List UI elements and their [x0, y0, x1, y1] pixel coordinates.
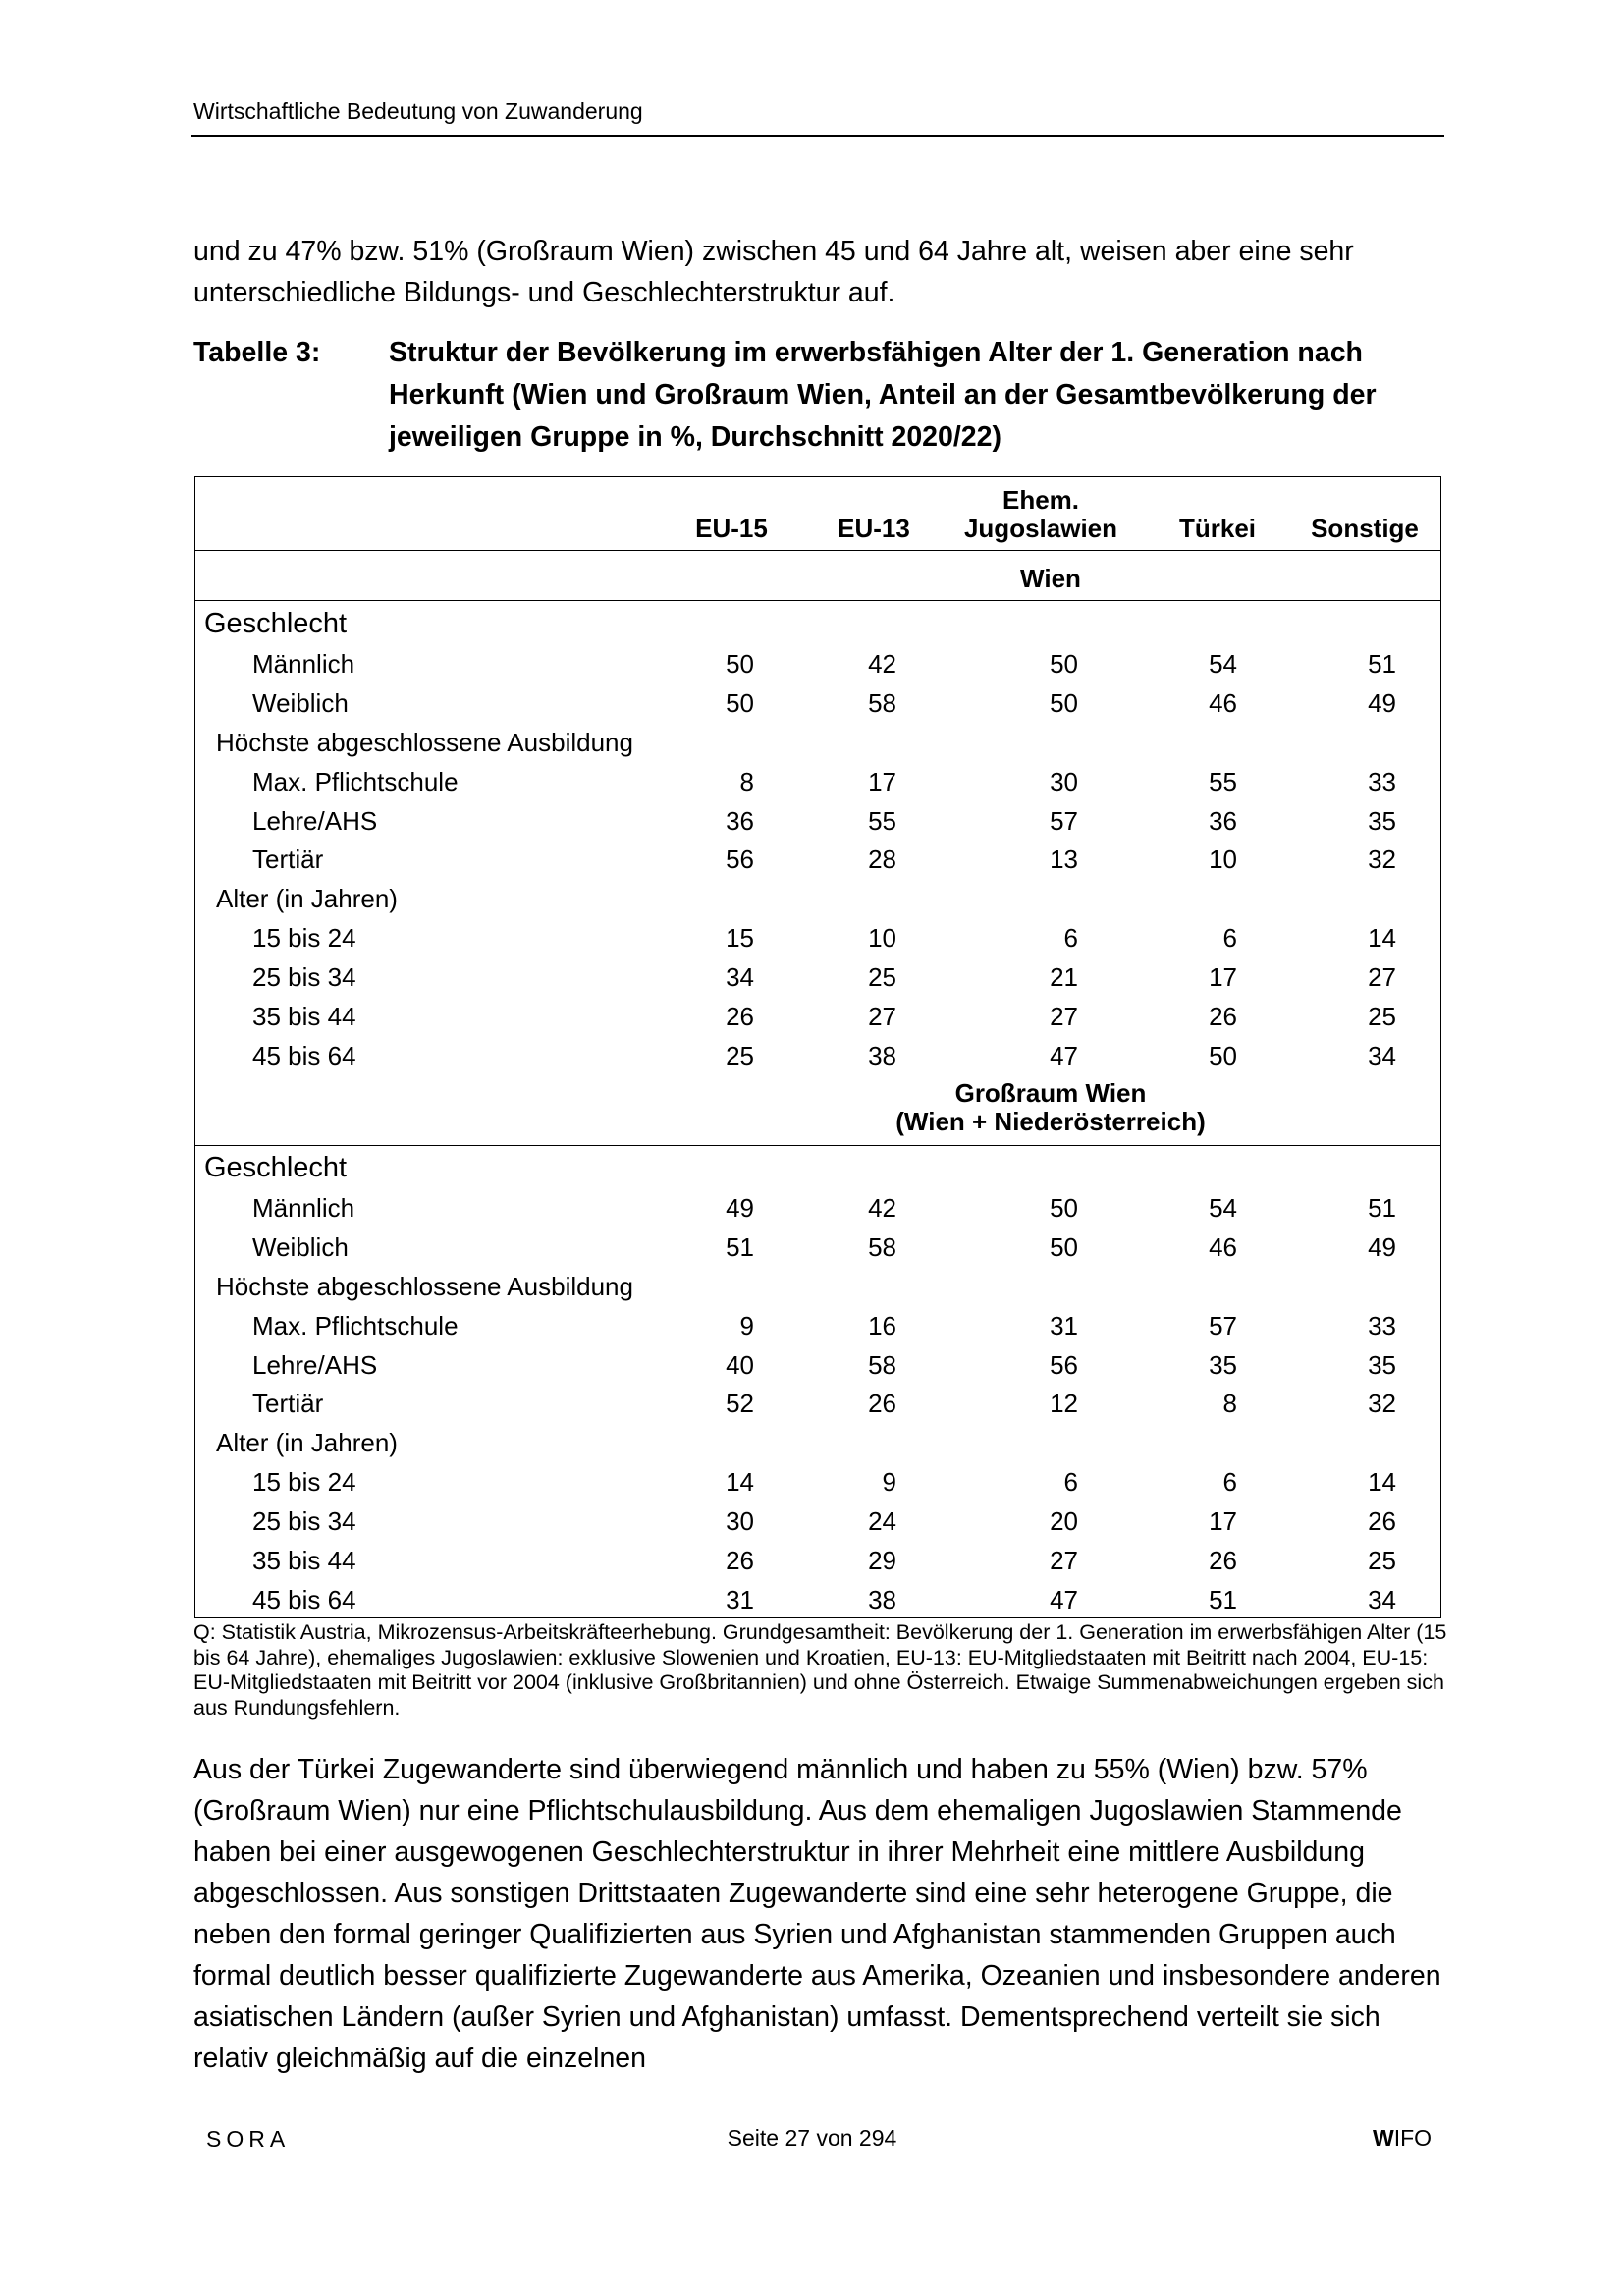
wien-cell-eu15: 26 [726, 1002, 754, 1031]
grossraum-row-label: 15 bis 24 [252, 1467, 356, 1498]
table-caption [193, 332, 1460, 459]
grossraum-cell-eu13: 9 [882, 1467, 896, 1498]
grossraum-cell-sonstige: 35 [1368, 1349, 1396, 1380]
grossraum-cell-eu15: 31 [726, 1584, 754, 1614]
grossraum-cell-tuerkei: 26 [1209, 1546, 1237, 1575]
grossraum-row-label: Weiblich [252, 1231, 349, 1262]
grossraum-row-label: 25 bis 34 [252, 1506, 356, 1537]
wifo-w: W [1373, 2125, 1394, 2151]
wien-cell-eu15: 34 [726, 962, 754, 993]
wien-row-label: Max. Pflichtschule [252, 766, 459, 796]
wien-cell-sonstige: 32 [1368, 845, 1396, 875]
col-header-jugoslawien: Jugoslawien [963, 514, 1118, 543]
page-number: Seite 27 von 294 [727, 2125, 897, 2151]
grossraum-cell-sonstige: 51 [1368, 1192, 1396, 1223]
wien-cell-eu13: 38 [868, 1040, 896, 1070]
grossraum-cell-eu13: 42 [868, 1192, 896, 1223]
grossraum-cell-tuerkei: 57 [1209, 1310, 1237, 1340]
grossraum-cell-sonstige: 33 [1368, 1310, 1396, 1340]
wien-cell-eu13: 25 [868, 962, 896, 993]
wien-row-label: 25 bis 34 [252, 962, 356, 993]
section-title-grossraum: Großraum Wien [954, 1078, 1147, 1108]
wien-row-label: 15 bis 24 [252, 923, 356, 954]
wien-group-label: Alter (in Jahren) [216, 884, 398, 914]
grossraum-cell-eu15: 51 [726, 1231, 754, 1262]
wien-row-label: Weiblich [252, 687, 349, 718]
footer-wifo-logo [1373, 2125, 1432, 2152]
grossraum-cell-eu13: 24 [868, 1506, 896, 1537]
wien-cell-jugoslawien: 57 [1050, 805, 1078, 836]
grossraum-row-label: Lehre/AHS [252, 1349, 378, 1380]
grossraum-cell-sonstige: 14 [1368, 1467, 1396, 1498]
wien-cell-jugoslawien: 13 [1050, 845, 1078, 875]
grossraum-cell-eu15: 26 [726, 1546, 754, 1575]
wien-cell-eu13: 10 [868, 923, 896, 954]
grossraum-cell-sonstige: 49 [1368, 1231, 1396, 1262]
wien-cell-tuerkei: 54 [1209, 648, 1237, 679]
grossraum-cell-eu13: 26 [868, 1389, 896, 1419]
wien-group-label: Höchste abgeschlossene Ausbildung [216, 727, 633, 757]
grossraum-cell-eu13: 29 [868, 1546, 896, 1575]
grossraum-cell-jugoslawien: 27 [1050, 1546, 1078, 1575]
wien-cell-tuerkei: 55 [1209, 766, 1237, 796]
grossraum-cell-tuerkei: 54 [1209, 1192, 1237, 1223]
grossraum-row-label: 35 bis 44 [252, 1546, 356, 1575]
grossraum-row-label: Tertiär [252, 1389, 324, 1419]
wien-row-label: Männlich [252, 648, 355, 679]
wien-cell-sonstige: 25 [1368, 1002, 1396, 1031]
col-header-tuerkei: Türkei [1178, 514, 1257, 543]
grossraum-cell-eu15: 9 [739, 1310, 754, 1340]
wien-cell-eu13: 28 [868, 845, 896, 875]
grossraum-cell-tuerkei: 8 [1222, 1389, 1237, 1419]
grossraum-cell-tuerkei: 46 [1209, 1231, 1237, 1262]
grossraum-cell-jugoslawien: 12 [1050, 1389, 1078, 1419]
wien-cell-eu13: 27 [868, 1002, 896, 1031]
wien-cell-eu13: 58 [868, 687, 896, 718]
wien-cell-jugoslawien: 47 [1050, 1040, 1078, 1070]
grossraum-cell-tuerkei: 17 [1209, 1506, 1237, 1537]
table-header-rule [194, 550, 1441, 551]
wien-cell-sonstige: 49 [1368, 687, 1396, 718]
grossraum-group-label: Geschlecht [204, 1152, 348, 1183]
table-source-note: Q: Statistik Austria, Mikrozensus-Arbeitskräfteerhebung. Grundgesamtheit: Bevölkerung der 1. Generation im erwerbsfähigen Alter (15 bis 64 Jahre), ehemaliges Jugoslawien: exklusive Slowenien und Kroatien, EU-13: EU-Mitgliedstaaten mit Beitritt nach 2004, EU-15: EU-Mitgliedstaaten mit Beitritt vor 2004 (inklusive Großbritannien) und ohne Österreich. Etwaige Summenabweichungen ergeben sich aus Rundungsfehlern. [193, 1620, 1447, 1720]
wien-cell-sonstige: 33 [1368, 766, 1396, 796]
grossraum-cell-eu13: 38 [868, 1584, 896, 1614]
wien-cell-eu13: 17 [868, 766, 896, 796]
wien-cell-eu15: 8 [739, 766, 754, 796]
grossraum-cell-eu15: 14 [726, 1467, 754, 1498]
col-header-eu13: EU-13 [838, 514, 910, 543]
grossraum-row-label: Männlich [252, 1192, 355, 1223]
intro-paragraph: und zu 47% bzw. 51% (Großraum Wien) zwischen 45 und 64 Jahre alt, weisen aber eine sehr unterschiedliche Bildungs- und Geschlechterstruktur auf. [193, 236, 1354, 308]
wien-cell-eu15: 50 [726, 687, 754, 718]
wien-cell-jugoslawien: 6 [1063, 923, 1078, 954]
wien-cell-jugoslawien: 27 [1050, 1002, 1078, 1031]
col-header-sonstige: Sonstige [1311, 514, 1419, 543]
grossraum-cell-jugoslawien: 20 [1050, 1506, 1078, 1537]
section-title-wien: Wien [1020, 564, 1081, 593]
footer-sora-logo: SORA [206, 2126, 291, 2152]
grossraum-cell-eu13: 16 [868, 1310, 896, 1340]
header-rule [191, 135, 1444, 137]
grossraum-cell-eu13: 58 [868, 1349, 896, 1380]
grossraum-cell-jugoslawien: 56 [1050, 1349, 1078, 1380]
wien-cell-eu15: 25 [726, 1040, 754, 1070]
grossraum-cell-jugoslawien: 6 [1063, 1467, 1078, 1498]
grossraum-cell-tuerkei: 51 [1209, 1584, 1237, 1614]
grossraum-row-label: 45 bis 64 [252, 1584, 356, 1614]
wien-cell-tuerkei: 10 [1209, 845, 1237, 875]
wien-cell-tuerkei: 36 [1209, 805, 1237, 836]
grossraum-cell-eu15: 40 [726, 1349, 754, 1380]
wien-cell-jugoslawien: 21 [1050, 962, 1078, 993]
grossraum-cell-jugoslawien: 31 [1050, 1310, 1078, 1340]
grossraum-cell-eu15: 30 [726, 1506, 754, 1537]
grossraum-cell-jugoslawien: 50 [1050, 1192, 1078, 1223]
table-caption-text: Struktur der Bevölkerung im erwerbsfähigen Alter der 1. Generation nach Herkunft (Wien und Großraum Wien, Anteil an der Gesamtbevölkerung der jeweiligen Gruppe in %, Durchschnitt 2020/22) [389, 337, 1377, 453]
wien-cell-tuerkei: 26 [1209, 1002, 1237, 1031]
wien-cell-jugoslawien: 30 [1050, 766, 1078, 796]
wien-cell-eu13: 55 [868, 805, 896, 836]
wien-row-label: 45 bis 64 [252, 1040, 356, 1070]
wien-cell-eu13: 42 [868, 648, 896, 679]
wien-cell-eu15: 15 [726, 923, 754, 954]
table-section-rule-wien [194, 600, 1441, 601]
wien-cell-eu15: 36 [726, 805, 754, 836]
wifo-bar: I [1393, 2125, 1401, 2151]
wien-cell-eu15: 50 [726, 648, 754, 679]
table-caption-label: Tabelle 3: [193, 337, 321, 368]
body-paragraph: Aus der Türkei Zugewanderte sind überwiegend männlich und haben zu 55% (Wien) bzw. 57% (Großraum Wien) nur eine Pflichtschulausbildung. Aus dem ehemaligen Jugoslawien Stammende haben bei einer ausgewogenen Geschlechterstruktur in ihrer Mehrheit eine mittlere Ausbildung abgeschlossen. Aus sonstigen Drittstaaten Zugewanderte sind eine sehr heterogene Gruppe, die neben den formal geringer Qualifizierten aus Syrien und Afghanistan stammenden Gruppen auch formal deutlich besser qualifizierte Zugewanderte aus Amerika, Ozeanien und insbesondere anderen asiatischen Ländern (außer Syrien und Afghanistan) umfasst. Dementsprechend verteilt sie sich relativ gleichmäßig auf die einzelnen [193, 1754, 1441, 2074]
col-header-eu15: EU-15 [695, 514, 768, 543]
wien-cell-jugoslawien: 50 [1050, 687, 1078, 718]
wien-cell-tuerkei: 46 [1209, 687, 1237, 718]
grossraum-cell-eu15: 49 [726, 1192, 754, 1223]
wien-cell-sonstige: 51 [1368, 648, 1396, 679]
wien-row-label: 35 bis 44 [252, 1002, 356, 1031]
wien-cell-jugoslawien: 50 [1050, 648, 1078, 679]
grossraum-cell-tuerkei: 35 [1209, 1349, 1237, 1380]
wifo-fo: FO [1400, 2125, 1433, 2151]
wien-cell-tuerkei: 50 [1209, 1040, 1237, 1070]
wien-cell-eu15: 56 [726, 845, 754, 875]
wien-row-label: Lehre/AHS [252, 805, 378, 836]
grossraum-row-label: Max. Pflichtschule [252, 1310, 459, 1340]
wien-cell-sonstige: 34 [1368, 1040, 1396, 1070]
wien-cell-sonstige: 35 [1368, 805, 1396, 836]
wien-cell-tuerkei: 6 [1222, 923, 1237, 954]
col-header-ehem: Ehem. [1001, 485, 1080, 515]
table-section-rule-grossraum [194, 1145, 1441, 1146]
grossraum-cell-sonstige: 25 [1368, 1546, 1396, 1575]
grossraum-cell-eu15: 52 [726, 1389, 754, 1419]
grossraum-cell-sonstige: 26 [1368, 1506, 1396, 1537]
grossraum-cell-jugoslawien: 47 [1050, 1584, 1078, 1614]
wien-row-label: Tertiär [252, 845, 324, 875]
wien-cell-sonstige: 14 [1368, 923, 1396, 954]
wien-cell-sonstige: 27 [1368, 962, 1396, 993]
grossraum-cell-jugoslawien: 50 [1050, 1231, 1078, 1262]
running-header: Wirtschaftliche Bedeutung von Zuwanderung [193, 98, 643, 124]
grossraum-cell-sonstige: 34 [1368, 1584, 1396, 1614]
section-subtitle-grossraum: (Wien + Niederösterreich) [895, 1107, 1206, 1136]
grossraum-cell-tuerkei: 6 [1222, 1467, 1237, 1498]
grossraum-group-label: Höchste abgeschlossene Ausbildung [216, 1271, 633, 1301]
wien-cell-tuerkei: 17 [1209, 962, 1237, 993]
wien-group-label: Geschlecht [204, 608, 348, 639]
grossraum-cell-sonstige: 32 [1368, 1389, 1396, 1419]
grossraum-group-label: Alter (in Jahren) [216, 1428, 398, 1458]
grossraum-cell-eu13: 58 [868, 1231, 896, 1262]
